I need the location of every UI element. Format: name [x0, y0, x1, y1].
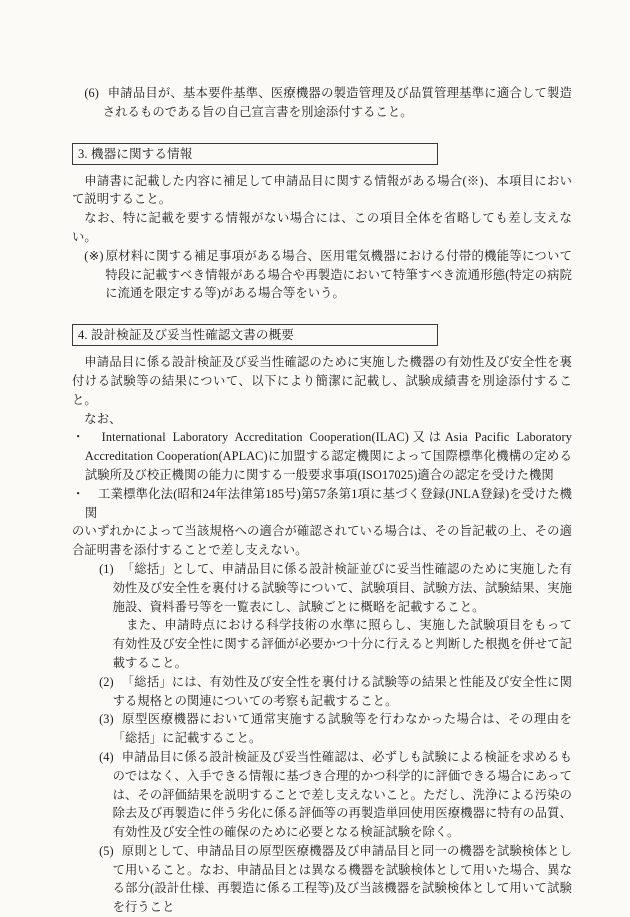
numbered-item-4 [72, 748, 572, 842]
item-label: (5) [99, 843, 114, 858]
item-label: (3) [99, 712, 114, 727]
bullet-marker: ・ [72, 430, 89, 445]
section-4-heading-box [72, 324, 438, 346]
section-4-paragraph-1: 申請品目に係る設計検証及び妥当性確認のために実施した機器の有効性及び安全性を裏付ける試験等の結果について、以下により簡潔に記載し、試験成績書を別途添付すること。 [72, 355, 572, 407]
item-text: 申請品目に係る設計検証及び妥当性確認は、必ずしも試験による検証を求めるものではなく、入手できる情報に基づき合理的かつ科学的に評価できる場合にあっては、その評価結果を説明することで差し支えないこと。ただし、洗浄による汚染の除去及び再製造に伴う劣化に係る評価等の再製造単回使用医療機器に特有の品質、有効性及び安全性の確保のために必要となる検証試験を除く。 [112, 749, 572, 840]
bullet-text: International Laboratory Accreditation Cooperation(ILAC)又はAsia Pacific Laboratory Accreditation Cooperation(APLAC)に加盟する認定機関によって国際標準化機構の定める試験所及び校正機関の能力に関する一般要求事項(ISO17025)適合の認定を受けた機関 [84, 430, 572, 482]
section-3-heading-text: 3. 機器に関する情報 [78, 146, 193, 161]
item-6-text: 申請品目が、基本要件基準、医療機器の製造管理及び品質管理基準に適合して製造されるものである旨の自己宣言書を別途添付すること。 [102, 86, 572, 119]
section-4-heading-text: 4. 設計検証及び妥当性確認文書の概要 [78, 328, 294, 343]
bullet-item-ilac [72, 428, 572, 484]
note-text: 原材料に関する補足事項がある場合、医用電気機器における付帯的機能等について特段に記載すべき情報がある場合や再製造において特筆すべき流通形態(特定の病院に流通を限定する等)がある場合等をいう。 [105, 248, 572, 301]
section-4-paragraph-2: なお、 [84, 411, 122, 426]
numbered-item-5 [72, 842, 572, 917]
section-3-paragraph-2: なお、特に記載を要する情報がない場合には、この項目全体を省略しても差し支えない。 [72, 211, 572, 244]
numbered-item-3 [72, 710, 572, 748]
item-text: 「総括」には、有効性及び安全性を裏付ける試験等の結果と性能及び安全性に関する規格との関連についての考察も記載すること。 [112, 674, 572, 708]
section-3-heading-box [72, 143, 438, 165]
section-4-paragraph-3: のいずれかによって当該規格への適合が確認されている場合は、その旨記載の上、その適合証明書を添付することで差し支えない。 [72, 524, 572, 558]
item-text: 原則として、申請品目の原型医療機器及び申請品目と同一の機器を試験検体として用いること。なお、申請品目とは異なる機器を試験検体として用いた場合、異なる部分(設計仕様、再製造に係る工程等)及び当該機器を試験検体として用いて試験を行うこと [112, 843, 572, 915]
item-text: 「総括」として、申請品目に係る設計検証並びに妥当性確認のために実施した有効性及び安全性を裏付ける試験等について、試験項目、試験方法、試験結果、実施施設、資料番号等を一覧表にし、試験ごとに概略を記載すること。 [112, 561, 572, 614]
section-3-paragraph-1: 申請書に記載した内容に補足して申請品目に関する情報がある場合(※)、本項目において説明すること。 [72, 173, 572, 207]
numbered-item-1-sub: また、申請時点における科学技術の水準に照らし、実施した試験項目をもって有効性及び安全性に関する評価が必要かつ十分に行えると判断した根拠を併せて記載すること。 [112, 618, 572, 670]
document-body [72, 84, 572, 917]
section-3-note [72, 247, 572, 303]
note-label: (※) [84, 248, 104, 263]
bullet-marker: ・ [72, 486, 85, 501]
item-label: (1) [99, 561, 114, 576]
item-label: (4) [99, 749, 114, 764]
bullet-item-jnla [72, 485, 572, 523]
paragraph-item-6 [72, 84, 572, 122]
item-label: (2) [99, 674, 114, 689]
item-text: 原型医療機器において通常実施する試験等を行わなかった場合は、その理由を「総括」に記載すること。 [112, 712, 572, 746]
item-6-label: (6) [84, 86, 99, 100]
numbered-item-2 [72, 673, 572, 711]
bullet-text: 工業標準化法(昭和24年法律第185号)第57条第1項に基づく登録(JNLA登録)を受けた機関 [84, 486, 572, 520]
numbered-item-1 [72, 560, 572, 616]
